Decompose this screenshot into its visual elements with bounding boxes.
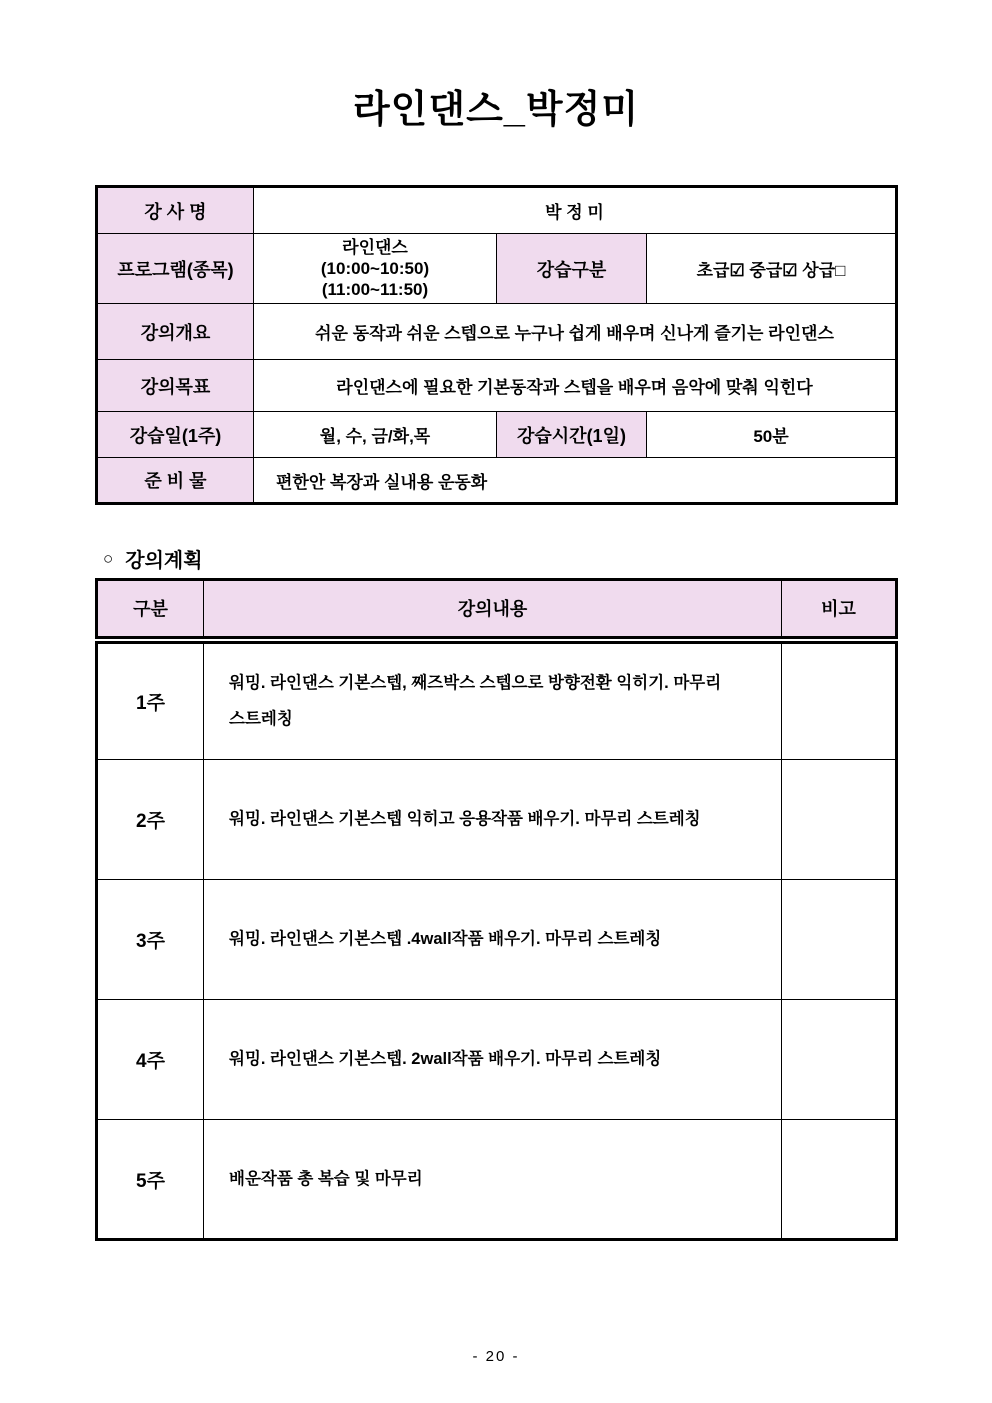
table-row-week-2 (97, 760, 897, 880)
program-label: 프로그램(종목) (97, 234, 254, 304)
class-duration-label: 강습시간(1일) (497, 412, 647, 458)
program-value (254, 234, 497, 304)
document-title: 라인댄스_박정미 (352, 89, 640, 131)
program-name: 라인댄스 (342, 237, 408, 257)
week-label: 1주 (97, 640, 204, 760)
column-header-content: 강의내용 (204, 580, 782, 640)
week-content: 워밍. 라인댄스 기본스텝 .4wall작품 배우기. 마무리 스트레칭 (204, 880, 782, 1000)
lecture-plan-section-header (103, 544, 203, 573)
table-row (97, 360, 897, 412)
table-row-week-4 (97, 1000, 897, 1120)
week-label: 2주 (97, 760, 204, 880)
table-row (97, 304, 897, 360)
course-overview-label: 강의개요 (97, 304, 254, 360)
lecture-plan-table (95, 578, 898, 1241)
week-content: 배운작품 총 복습 및 마무리 (204, 1120, 782, 1240)
program-time-1: (10:00~10:50) (320, 258, 430, 278)
page-number: - 20 - (472, 1348, 520, 1365)
week-content: 워밍. 라인댄스 기본스텝, 째즈박스 스텝으로 방향전환 익히기. 마무리 스트레칭 (204, 640, 782, 760)
class-days-value: 월, 수, 금/화,목 (254, 412, 497, 458)
column-header-week: 구분 (97, 580, 204, 640)
class-level-checkboxes: 초급☑ 중급☑ 상급□ (647, 234, 897, 304)
class-level-label: 강습구분 (497, 234, 647, 304)
plan-table-header-row (97, 580, 897, 640)
week-label: 3주 (97, 880, 204, 1000)
class-duration-value: 50분 (647, 412, 897, 458)
week-note (782, 760, 897, 880)
course-overview-value: 쉬운 동작과 쉬운 스텝으로 누구나 쉽게 배우며 신나게 즐기는 라인댄스 (254, 304, 897, 360)
week-note (782, 640, 897, 760)
week-note (782, 1120, 897, 1240)
table-row (97, 412, 897, 458)
week-note (782, 880, 897, 1000)
circle-bullet-icon: ○ (103, 548, 114, 568)
supplies-label: 준 비 물 (97, 458, 254, 504)
table-row-week-5 (97, 1120, 897, 1240)
table-row-week-3 (97, 880, 897, 1000)
week-content: 워밍. 라인댄스 기본스텝. 2wall작품 배우기. 마무리 스트레칭 (204, 1000, 782, 1120)
course-goal-value: 라인댄스에 필요한 기본동작과 스텝을 배우며 음악에 맞춰 익힌다 (254, 360, 897, 412)
lecture-plan-section-title: 강의계획 (125, 550, 203, 572)
program-time-2: (11:00~11:50) (321, 280, 429, 300)
week-label: 4주 (97, 1000, 204, 1120)
week-note (782, 1000, 897, 1120)
course-info-table (95, 185, 898, 505)
course-goal-label: 강의목표 (97, 360, 254, 412)
week-label: 5주 (97, 1120, 204, 1240)
table-row (97, 458, 897, 504)
table-row (97, 234, 897, 304)
instructor-name-value: 박 정 미 (254, 187, 897, 234)
table-row-week-1 (97, 640, 897, 760)
class-days-label: 강습일(1주) (97, 412, 254, 458)
instructor-name-label: 강 사 명 (97, 187, 254, 234)
table-row (97, 187, 897, 234)
week-content: 워밍. 라인댄스 기본스텝 익히고 응용작품 배우기. 마무리 스트레칭 (204, 760, 782, 880)
supplies-value: 편한안 복장과 실내용 운동화 (254, 458, 897, 504)
column-header-note: 비고 (782, 580, 897, 640)
